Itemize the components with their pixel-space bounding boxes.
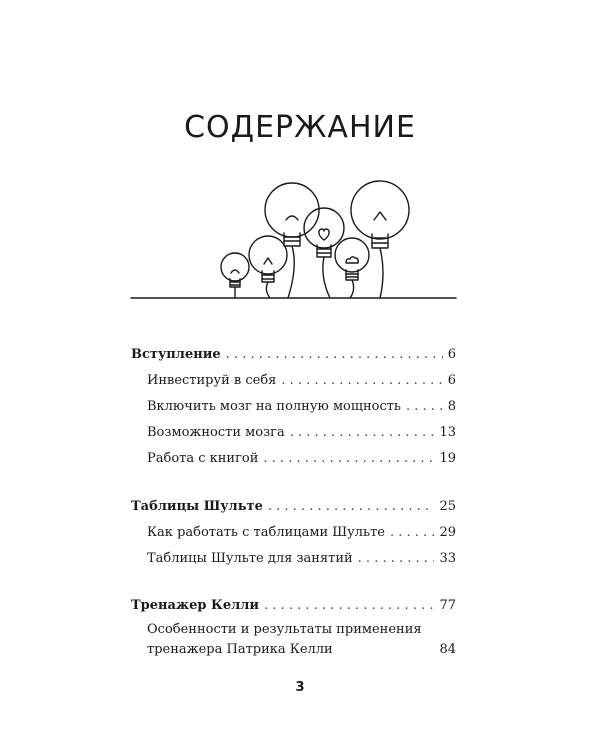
toc-page-number: 6	[447, 347, 456, 362]
toc-page-number: 25	[439, 499, 456, 514]
toc-page-number: 33	[439, 551, 456, 566]
leader-dots	[264, 593, 434, 619]
leader-dots	[390, 520, 434, 546]
toc-page-number: 29	[439, 525, 456, 540]
page-title: СОДЕРЖАНИЕ	[184, 110, 416, 145]
leader-dots	[226, 342, 443, 368]
toc-label: Вступление	[131, 347, 221, 362]
bulb-icon	[249, 236, 287, 298]
leader-dots	[290, 420, 435, 446]
leader-dots	[268, 494, 435, 520]
toc-label-line2: тренажера Патрика Келли	[147, 642, 333, 657]
bulb-icon	[304, 208, 344, 298]
toc-entry-section[interactable]	[131, 342, 456, 368]
toc-entry[interactable]	[147, 368, 456, 394]
toc-entry-multiline[interactable]	[147, 620, 456, 660]
toc-label: Таблицы Шульте	[131, 499, 263, 514]
toc-page-number: 19	[439, 451, 456, 466]
toc-entry[interactable]	[147, 446, 456, 472]
toc-entry-section[interactable]	[131, 494, 456, 520]
toc-entry[interactable]	[147, 394, 456, 420]
light-bulbs-illustration	[0, 170, 600, 310]
bulb-icon	[221, 253, 249, 298]
toc-label: Работа с книгой	[147, 451, 259, 466]
toc-label: Включить мозг на полную мощность	[147, 399, 402, 414]
leader-dots	[358, 546, 435, 572]
leader-dots	[263, 446, 434, 472]
toc-entry[interactable]	[147, 520, 456, 546]
toc-entry-section[interactable]	[131, 593, 456, 619]
leader-dots	[281, 368, 442, 394]
toc-page-number: 84	[439, 642, 456, 657]
toc-label: Таблицы Шульте для занятий	[147, 551, 353, 566]
bulb-icon	[335, 238, 369, 298]
toc-label: Как работать с таблицами Шульте	[147, 525, 385, 540]
toc-page-number: 77	[439, 598, 456, 613]
toc-label: Инвестируй в себя	[147, 373, 277, 388]
toc-page-number: 8	[447, 399, 456, 414]
toc-entry[interactable]	[147, 420, 456, 446]
leader-dots	[406, 394, 443, 420]
toc-page-number: 13	[439, 425, 456, 440]
bulb-icon	[265, 183, 319, 298]
toc-label: Возможности мозга	[147, 425, 285, 440]
toc-label: Тренажер Келли	[131, 598, 260, 613]
toc-label-line1: Особенности и результаты применения	[147, 622, 422, 637]
page-number: 3	[295, 680, 305, 695]
toc-label-line2-row	[147, 640, 456, 660]
toc-page-number: 6	[447, 373, 456, 388]
toc-entry[interactable]	[147, 546, 456, 572]
